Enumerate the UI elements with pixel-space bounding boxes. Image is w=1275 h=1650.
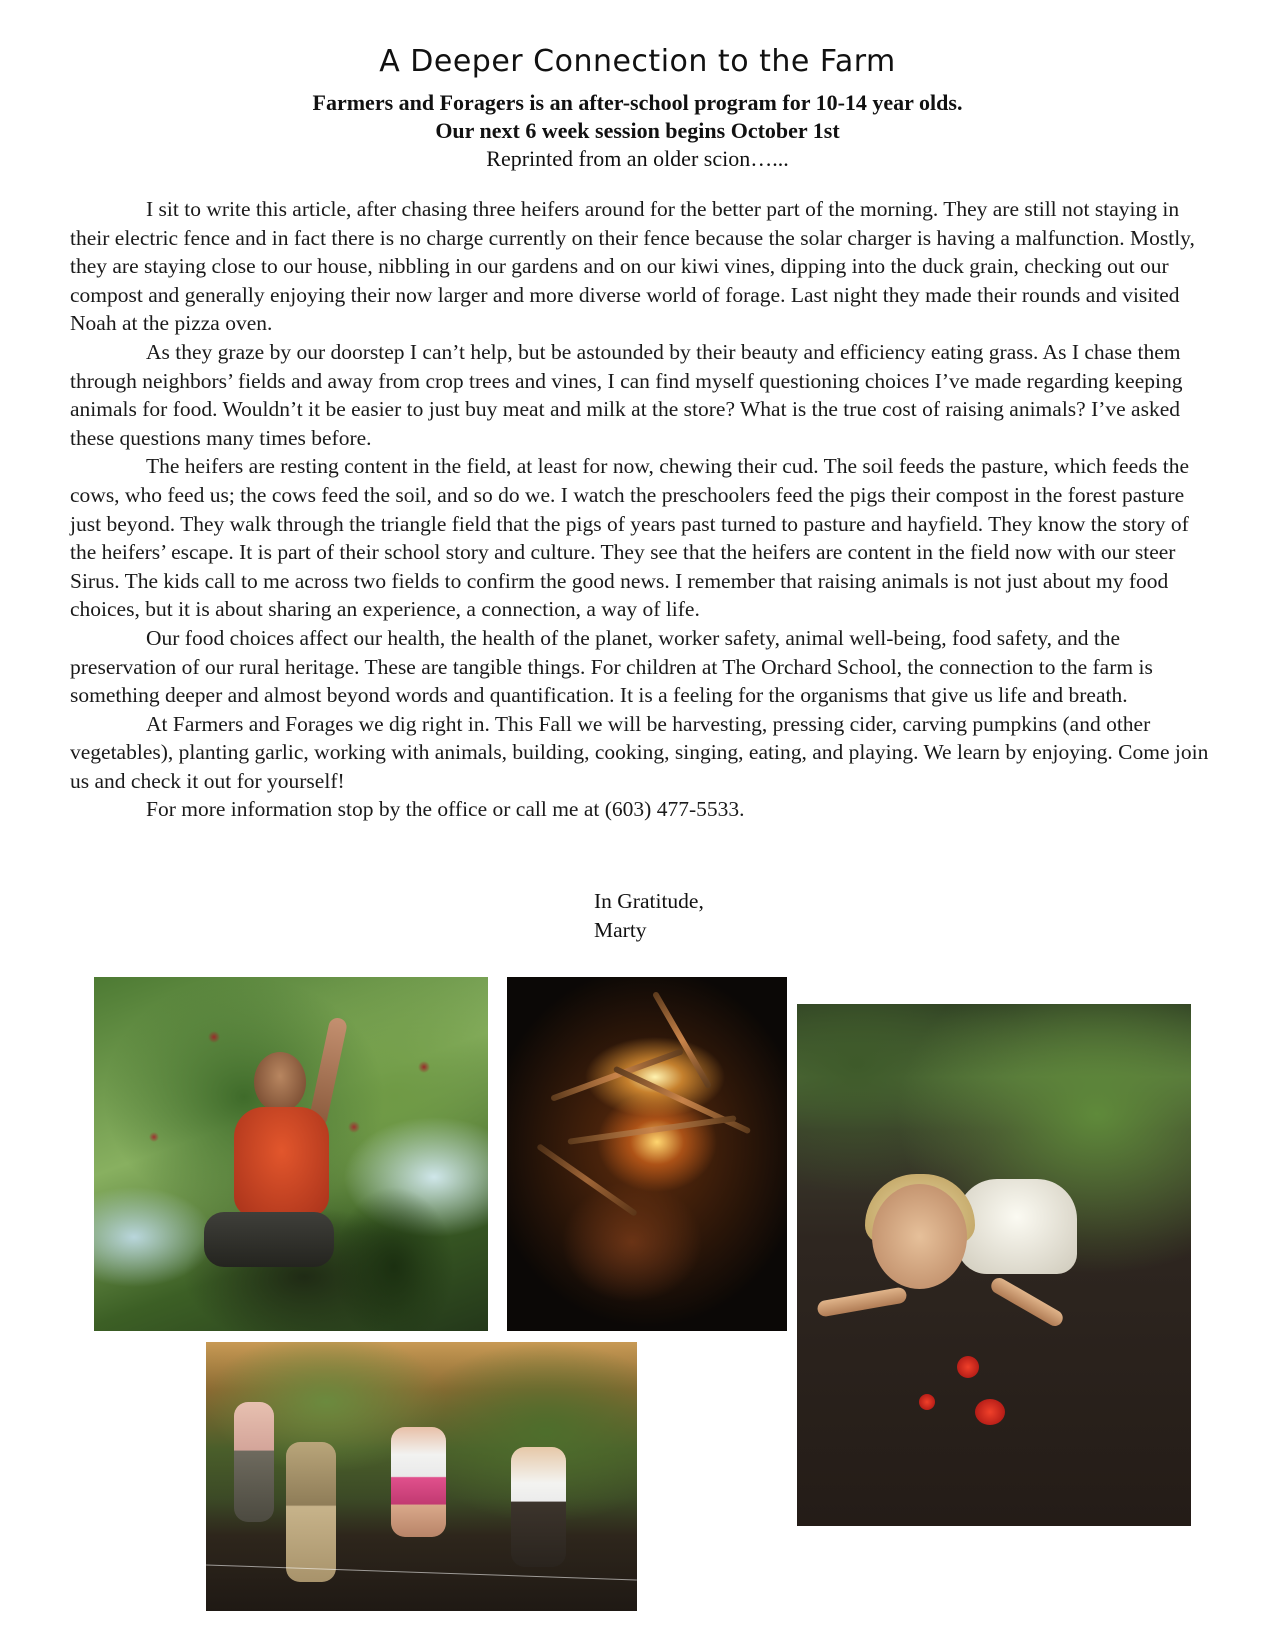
article-paragraph: For more information stop by the office or call me at (603) 477-5533. bbox=[146, 797, 745, 822]
photo-stick bbox=[652, 991, 712, 1089]
page-title: A Deeper Connection to the Farm bbox=[379, 44, 896, 79]
photo-garden-string bbox=[206, 1564, 637, 1580]
photo-figure-shirt bbox=[234, 1107, 329, 1217]
photo-flower bbox=[975, 1399, 1005, 1425]
photo-flower bbox=[957, 1356, 979, 1378]
session-start-note: Our next 6 week session begins October 1st bbox=[435, 118, 840, 143]
signature: Marty bbox=[594, 918, 647, 942]
photo-campfire bbox=[507, 977, 787, 1331]
photo-figure bbox=[511, 1447, 566, 1567]
photo-girl-in-garden bbox=[797, 1004, 1191, 1526]
photo-figure bbox=[286, 1442, 336, 1582]
article-body bbox=[70, 195, 1210, 824]
article-paragraph: Our food choices affect our health, the health of the planet, worker safety, animal well-being, food safety, and the preservation of our rural heritage. These are tangible things. For children at The Orchard School, the connection to the farm is something deeper and almost beyond words and quantification. It is a feeling for the organisms that give us life and breath. bbox=[70, 625, 1153, 708]
photo-child-in-apple-tree bbox=[94, 977, 488, 1331]
program-description: Farmers and Foragers is an after-school program for 10-14 year olds. bbox=[312, 90, 963, 115]
photo-figure-head bbox=[872, 1184, 967, 1289]
photo-figure-arm bbox=[988, 1275, 1065, 1329]
photo-figure bbox=[234, 1402, 274, 1522]
article-paragraph: At Farmers and Forages we dig right in. This Fall we will be harvesting, pressing cider, carving pumpkins (and other vegetables), planting garlic, working with animals, building, cooking, singing, eating, and playing. We learn by enjoying. Come join us and check it out for yourself! bbox=[70, 711, 1209, 793]
photo-figure-head bbox=[254, 1052, 306, 1112]
photo-stick bbox=[536, 1143, 638, 1217]
photo-figure bbox=[391, 1427, 446, 1537]
closing-line: In Gratitude, bbox=[594, 889, 704, 913]
article-paragraph: The heifers are resting content in the field, at least for now, chewing their cud. The soil feeds the pasture, which feeds the cows, who feed us; the cows feed the soil, and so do we. I watch the preschoolers feed the pigs their compost in the forest pasture just beyond. They walk through the triangle field that the pigs of years past turned to pasture and hayfield. They know the story of the heifers’ escape. It is part of their school story and culture. They see that the heifers are content in the field now with our steer Sirus. The kids call to me across two fields to confirm the good news. I remember that raising animals is not just about my food choices, but it is about sharing an experience, a connection, a way of life. bbox=[70, 454, 1189, 622]
article-paragraph: I sit to write this article, after chasing three heifers around for the better part of the morning. They are still not staying in their electric fence and in fact there is no charge currently on their fence because the solar charger is having a malfunction. Mostly, they are staying close to our house, nibbling in our gardens and on our kiwi vines, dipping into the duck grain, checking out our compost and generally enjoying their now larger and more diverse world of forage. Last night they made their rounds and visited Noah at the pizza oven. bbox=[70, 197, 1195, 336]
photo-stick bbox=[567, 1115, 736, 1145]
photo-figure-arm bbox=[816, 1286, 907, 1317]
article-paragraph: As they graze by our doorstep I can’t help, but be astounded by their beauty and efficiency eating grass. As I chase them through neighbors’ fields and away from crop trees and vines, I can find myself questioning choices I’ve made regarding keeping animals for food. Wouldn’t it be easier to just buy meat and milk at the store? What is the true cost of raising animals? I’ve asked these questions many times before. bbox=[70, 339, 1183, 450]
photo-figure-legs bbox=[204, 1212, 334, 1267]
photo-flower bbox=[919, 1394, 935, 1410]
photo-group-in-field bbox=[206, 1342, 637, 1611]
photo-figure-shirt bbox=[957, 1179, 1077, 1274]
reprint-note: Reprinted from an older scion…... bbox=[486, 146, 789, 171]
